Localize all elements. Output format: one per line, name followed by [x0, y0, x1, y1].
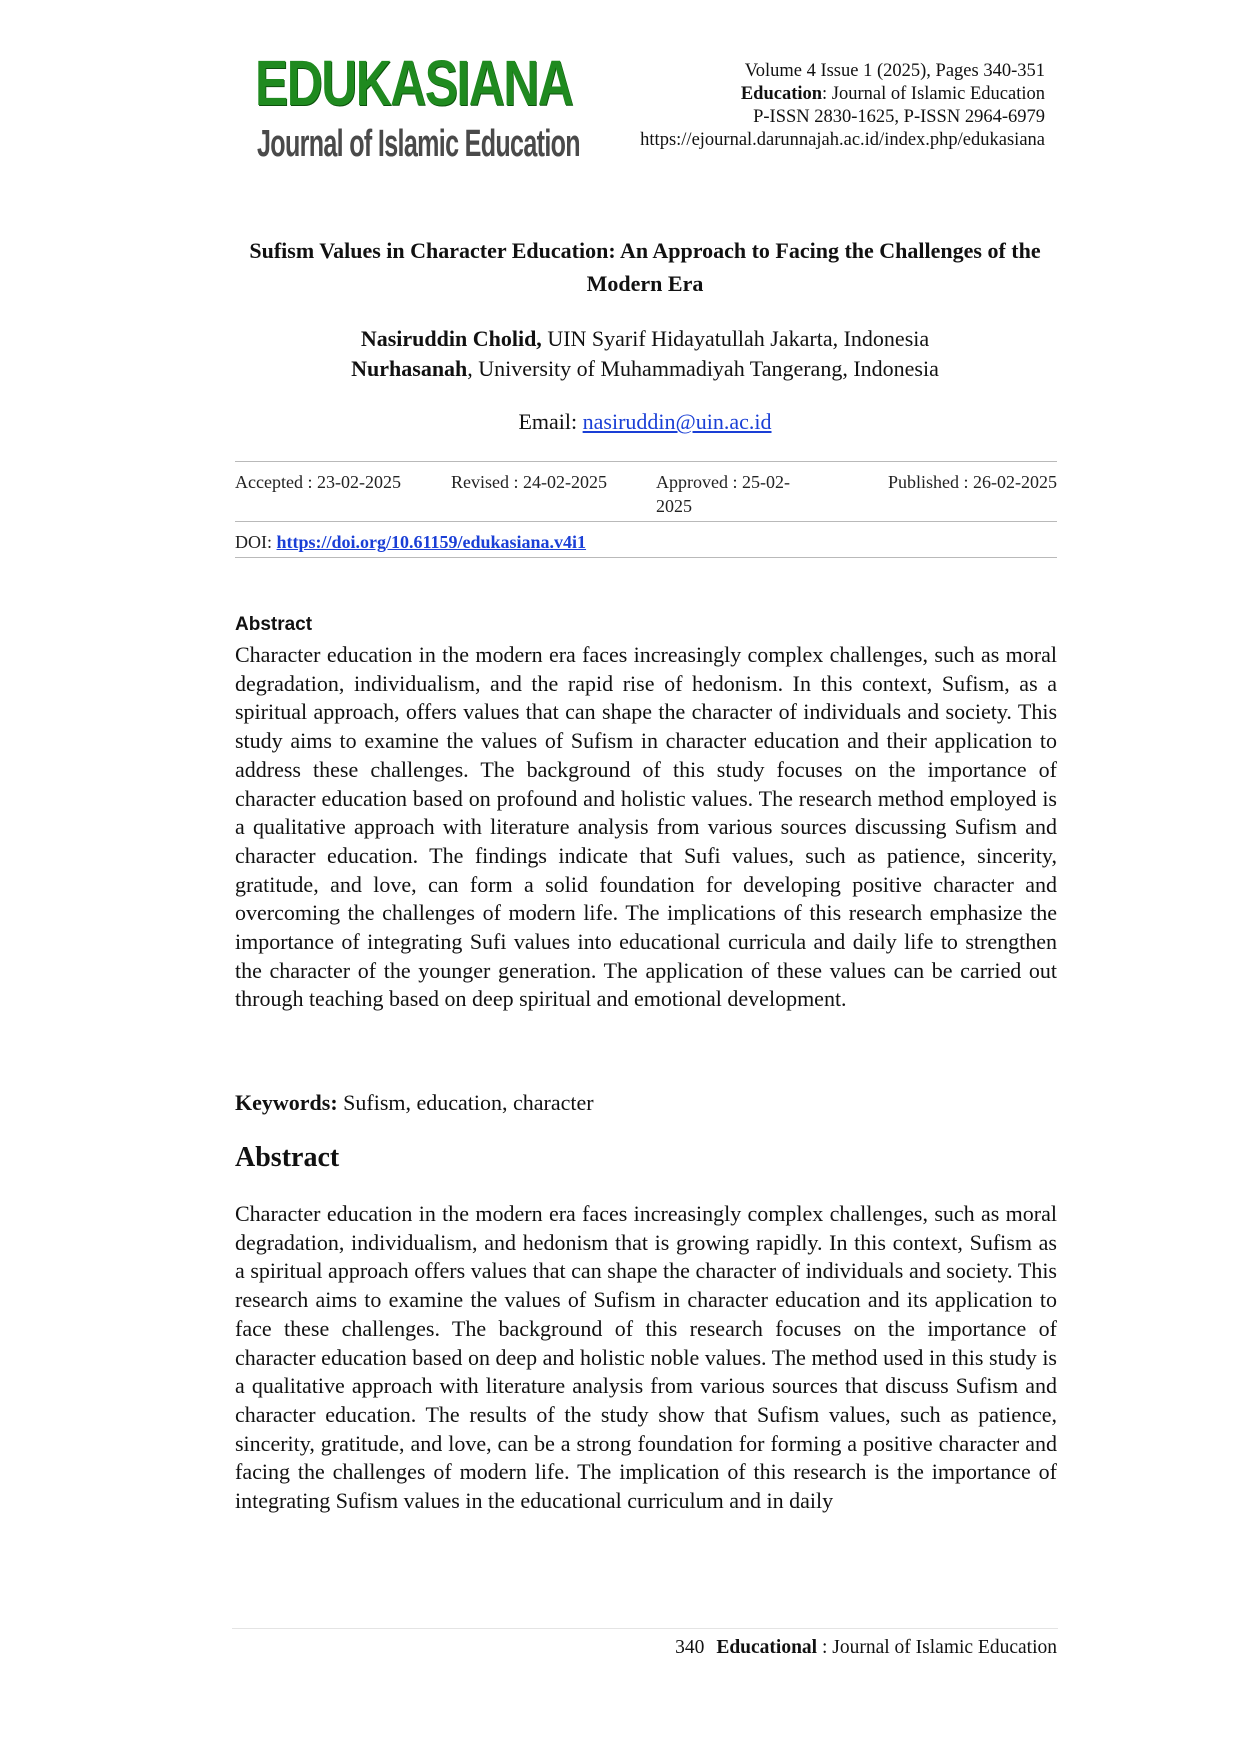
- author-affiliation: , University of Muhammadiyah Tangerang, Indonesia: [467, 356, 939, 381]
- abstract-text: Character education in the modern era faces increasingly complex challenges, such as moral degradation, individualism, and the rapid rise of hedonism. In this context, Sufism, as a spiritual approach, offers values that can shape the character of individuals and society. This study aims to examine the values of Sufism in character education and their application to address these challenges. The background of this study focuses on the importance of character education based on profound and holistic values. The research method employed is a qualitative approach with literature analysis from various sources discussing Sufism and character education. The findings indicate that Sufi values, such as patience, sincerity, gratitude, and love, can form a solid foundation for developing positive character and overcoming the challenges of modern life. The implications of this research emphasize the importance of integrating Sufi values into educational curricula and daily life to strengthen the character of the younger generation. The application of these values can be carried out through teaching based on deep spiritual and emotional development.: [235, 642, 1057, 1012]
- author-2: [235, 354, 1055, 384]
- divider-bottom: [235, 557, 1057, 558]
- abstract-label: Abstract: [235, 614, 313, 635]
- doi-label: DOI:: [235, 532, 277, 552]
- approved-date: Approved : 25-02-2025: [656, 472, 790, 516]
- journal-url[interactable]: https://ejournal.darunnajah.ac.id/index.php/edukasiana: [640, 130, 1045, 150]
- contact-email: [235, 407, 1055, 437]
- published-date: Published : 26-02-2025: [888, 472, 1057, 492]
- doi-link[interactable]: https://doi.org/10.61159/edukasiana.v4i1: [276, 532, 587, 552]
- author-name: Nasiruddin Cholid,: [360, 326, 542, 351]
- volume-line: Volume 4 Issue 1 (2025), Pages 340-351: [744, 61, 1045, 81]
- logo-title: EDUKASIANA: [255, 47, 573, 119]
- logo-subtitle: Journal of Islamic Education: [257, 123, 580, 165]
- accepted-date: Accepted : 23-02-2025: [235, 472, 401, 492]
- paper-title: Sufism Values in Character Education: An Approach to Facing the Challenges of the Modern Era: [249, 238, 1041, 296]
- footer-divider: [232, 1628, 1058, 1629]
- author-list: [235, 324, 1055, 384]
- divider-top: [235, 461, 1057, 462]
- page-footer: [675, 1635, 1057, 1661]
- email-link[interactable]: nasiruddin@uin.ac.id: [582, 409, 772, 434]
- doi: [235, 530, 586, 554]
- footer-journal-rest: : Journal of Islamic Education: [817, 1637, 1057, 1658]
- journal-name-bold: Education: [740, 84, 823, 104]
- divider-middle: [235, 521, 1057, 522]
- revised-date: Revised : 24-02-2025: [451, 472, 607, 492]
- journal-logo: [255, 47, 580, 165]
- author-1: [235, 324, 1055, 354]
- author-name: Nurhasanah: [351, 356, 468, 381]
- keywords-label: Keywords:: [235, 1090, 338, 1115]
- abstract-heading: Abstract: [235, 1142, 340, 1173]
- journal-name-line: [640, 83, 1045, 106]
- email-label: Email:: [518, 409, 583, 434]
- page-number: 340: [675, 1637, 705, 1658]
- keywords: [235, 1089, 594, 1117]
- journal-info: [640, 60, 1045, 152]
- keywords-text: Sufism, education, character: [337, 1090, 594, 1115]
- footer-journal-bold: Educational: [716, 1637, 818, 1658]
- author-affiliation: UIN Syarif Hidayatullah Jakarta, Indonesia: [541, 326, 930, 351]
- abstract-text-2: Character education in the modern era faces increasingly complex challenges, such as moral degradation, individualism, and hedonism that is growing rapidly. In this context, Sufism as a spiritual approach offers values that can shape the character of individuals and society. This research aims to examine the values of Sufism in character education and its application to face these challenges. The background of this research focuses on the importance of character education based on deep and holistic noble values. The method used in this study is a qualitative approach with literature analysis from various sources that discuss Sufism and character education. The results of the study show that Sufism values, such as patience, sincerity, gratitude, and love, can be a strong foundation for forming a positive character and facing the challenges of modern life. The implication of this research is the importance of integrating Sufism values in the educational curriculum and in daily: [235, 1201, 1057, 1514]
- issn-line: P-ISSN 2830-1625, P-ISSN 2964-6979: [753, 107, 1045, 127]
- journal-name-rest: : Journal of Islamic Education: [822, 84, 1045, 104]
